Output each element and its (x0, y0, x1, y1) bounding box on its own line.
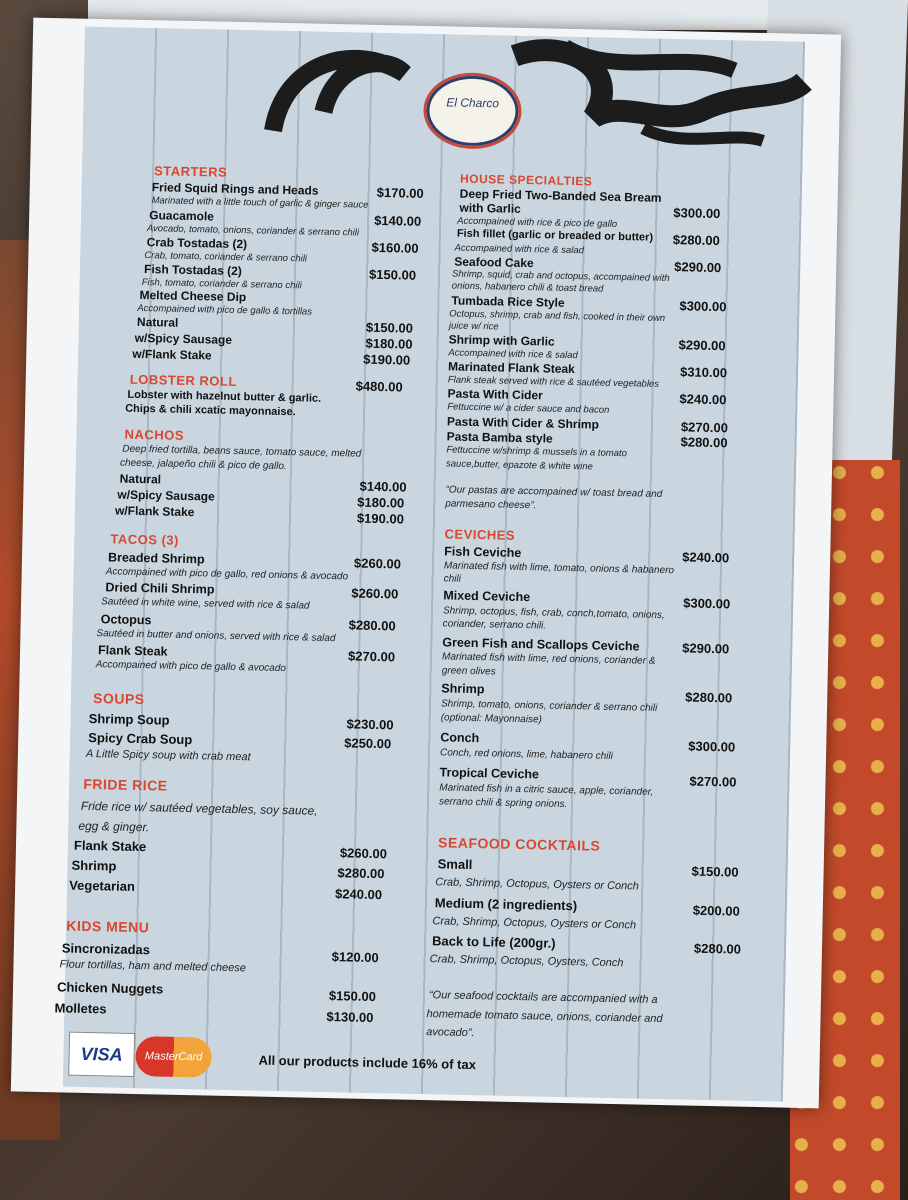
menu-item-description: cheese, jalapeño chili & pico de gallo. (119, 457, 287, 473)
menu-item-name: w/Flank Stake (114, 503, 195, 520)
menu-item-price: $280.00 (685, 689, 733, 706)
mastercard-logo: MasterCard (135, 1036, 212, 1078)
section-heading: NACHOS (124, 426, 185, 443)
menu-item-name: Molletes (54, 1000, 107, 1017)
menu-item-description: Fride rice w/ sautéed vegetables, soy sauce, (80, 798, 318, 818)
menu-item-name: Tropical Ceviche (439, 765, 540, 782)
menu-item-name: Natural (136, 314, 179, 330)
menu-item-description: Accompained with pico de gallo & avocado (95, 659, 286, 675)
menu-item-description: “Our seafood cocktails are accompanied with a (428, 989, 658, 1006)
menu-item-description: Conch, red onions, lime, habanero chili (439, 747, 613, 762)
section-heading: SOUPS (92, 690, 145, 708)
menu-item-price: $280.00 (672, 232, 720, 249)
menu-item-name: Crab Tostadas (2) (146, 235, 248, 252)
menu-item-price: $240.00 (679, 391, 727, 408)
menu-item-name: Medium (2 ingredients) (434, 895, 578, 914)
menu-item-description: sauce,butter, epazote & white wine (445, 458, 593, 473)
menu-item-name: Seafood Cake (454, 254, 534, 271)
menu-item-description: onions, habanero chili & toast bread (451, 280, 604, 295)
menu-item-description: Crab, Shrimp, Octopus, Oysters, Conch (429, 953, 624, 970)
section-heading: TACOS (3) (110, 531, 180, 548)
menu-item-name: Flank Stake (73, 837, 147, 855)
menu-item-name: Mixed Ceviche (443, 588, 531, 605)
menu-item-name: w/Flank Stake (132, 346, 212, 363)
menu-item-price: $270.00 (689, 773, 737, 790)
menu-sheet (11, 18, 841, 1109)
menu-item-name: Tumbada Rice Style (451, 293, 565, 310)
menu-item-price: $270.00 (680, 419, 729, 436)
menu-item-price: $230.00 (346, 716, 394, 733)
menu-item-description: Crab, Shrimp, Octopus, Oysters or Conch (432, 915, 637, 932)
menu-item-name: Conch (440, 730, 480, 746)
menu-item-name: Spicy Crab Soup (88, 729, 193, 748)
section-heading: SEAFOOD COCKTAILS (437, 834, 601, 854)
menu-item-price: $300.00 (688, 738, 736, 755)
menu-item-description: Shrimp, tomato, onions, coriander & serrano chili (440, 698, 658, 714)
restaurant-logo: El Charco (423, 72, 523, 150)
menu-item-name: Chicken Nuggets (56, 979, 164, 997)
menu-item-description: Flour tortillas, ham and melted cheese (59, 958, 247, 975)
menu-item-price: $190.00 (363, 351, 411, 368)
menu-item-price: $150.00 (365, 319, 414, 336)
menu-item-description: Accompained with rice & salad (448, 347, 578, 362)
menu-item-price: $280.00 (337, 865, 385, 882)
menu-item-name: Sincronizadas (61, 940, 151, 958)
menu-item-price: $180.00 (365, 335, 413, 352)
menu-item-price: $150.00 (368, 266, 417, 283)
menu-item-description: avocado”. (426, 1026, 475, 1040)
menu-item-description: Shrimp, squid, crab and octopus, accompained with (451, 268, 670, 285)
menu-item-price: $130.00 (326, 1009, 374, 1025)
menu-item-name: w/Spicy Sausage (134, 330, 233, 347)
menu-item-name: with Garlic (459, 200, 521, 216)
menu-item-price: $150.00 (328, 988, 377, 1005)
menu-item-description: Shrimp, octopus, fish, crab, conch,tomato, onions, (442, 605, 665, 622)
menu-item-price: $140.00 (359, 478, 407, 495)
menu-item-name: Pasta Bamba style (446, 429, 553, 446)
menu-item-description: Accompained with pico de gallo, red onions & avocado (105, 566, 349, 583)
menu-item-name: Pasta With Cider & Shrimp (446, 414, 600, 432)
menu-item-description: Marinated fish with lime, red onions, coriander & (441, 651, 656, 667)
menu-item-price: $290.00 (674, 259, 722, 276)
menu-item-description: coriander, serrano chili. (442, 618, 547, 632)
menu-item-name: Fish Tostadas (2) (143, 262, 243, 279)
menu-item-description: serrano chili & spring onions. (438, 796, 568, 811)
menu-item-description: parmesano cheese”. (445, 498, 537, 512)
section-heading: FRIDE RICE (83, 775, 168, 794)
menu-board (54, 27, 805, 1102)
menu-item-price: $180.00 (357, 494, 405, 511)
menu-item-name: Dried Chili Shrimp (105, 580, 215, 597)
menu-item-price: $300.00 (679, 298, 727, 315)
menu-item-name: Flank Steak (97, 643, 168, 659)
menu-item-description: Flank steak served with rice & sautéed vegetables (447, 374, 660, 390)
menu-item-description: Fettuccine w/ a cider sauce and bacon (447, 401, 610, 416)
menu-item-description: chili (443, 573, 462, 585)
menu-item-name: Shrimp (71, 857, 117, 874)
section-heading: STARTERS (153, 163, 228, 180)
menu-item-description: Octopus, shrimp, crab and fish, cooked in their own (449, 308, 666, 324)
menu-item-price: $260.00 (339, 845, 388, 862)
menu-item-price: $150.00 (691, 863, 739, 880)
menu-item-name: Fish fillet (garlic or breaded or butter) (456, 227, 654, 244)
menu-item-name: Marinated Flank Steak (447, 359, 575, 377)
section-heading: LOBSTER ROLL (129, 371, 238, 389)
menu-item-price: $260.00 (353, 555, 402, 572)
visa-logo: VISA (68, 1032, 135, 1077)
menu-item-price: $310.00 (679, 364, 728, 381)
menu-item-description: Fettuccine w/shrimp & mussels in a tomato (446, 444, 628, 460)
menu-item-description: Accompained with pico de gallo & tortillas (137, 302, 313, 318)
menu-item-description: (optional: Mayonnaise) (440, 712, 543, 726)
menu-item-description: green olives (441, 665, 496, 678)
menu-item-description: Sautéed in butter and onions, served with rice & salad (96, 628, 336, 645)
menu-item-name: Deep Fried Two-Banded Sea Bream (459, 186, 662, 205)
menu-item-name: Shrimp Soup (88, 710, 170, 728)
menu-item-name: Chips & chili xcatic mayonnaise. (125, 402, 296, 419)
menu-item-price: $240.00 (682, 549, 730, 566)
menu-item-name: Back to Life (200gr.) (431, 933, 556, 951)
menu-item-description: juice w/ rice (448, 320, 499, 333)
menu-item-name: Octopus (100, 612, 152, 628)
menu-item-name: Natural (119, 471, 162, 487)
section-heading: CEVICHES (444, 526, 516, 543)
menu-item-name: Lobster with hazelnut butter & garlic. (127, 388, 322, 405)
menu-item-description: Accompained with rice & pico de gallo (457, 215, 618, 230)
menu-item-price: $300.00 (673, 205, 721, 222)
menu-item-price: $280.00 (348, 617, 396, 634)
menu-item-price: $480.00 (355, 378, 403, 395)
menu-item-description: Avocado, tomato, onions, coriander & serrano chili (146, 223, 360, 239)
menu-item-price: $280.00 (693, 940, 742, 957)
menu-item-description: A Little Spicy soup with crab meat (85, 747, 251, 764)
menu-item-description: Fish, tomato, coriander & serrano chili (141, 276, 302, 292)
menu-item-price: $280.00 (680, 434, 728, 451)
menu-item-description: Marinated fish in a citric sauce, apple, coriander, (439, 782, 654, 798)
menu-item-price: $250.00 (344, 735, 392, 752)
menu-item-price: $190.00 (356, 510, 405, 527)
menu-item-description: Accompained with rice & salad (454, 242, 585, 257)
menu-item-price: $240.00 (334, 886, 383, 903)
menu-item-name: Guacamole (149, 208, 215, 224)
menu-item-description: homemade tomato sauce, onions, coriander and (426, 1008, 663, 1026)
menu-item-description: Sautéed in white wine, served with rice & salad (101, 596, 310, 612)
menu-item-name: w/Spicy Sausage (117, 487, 215, 504)
tax-note: All our products include 16% of tax (258, 1052, 477, 1073)
menu-item-name: Shrimp (441, 681, 485, 697)
menu-item-description: egg & ginger. (78, 818, 150, 835)
menu-item-description: Crab, tomato, coriander & serrano chili (144, 250, 308, 265)
menu-item-description: Crab, Shrimp, Octopus, Oysters or Conch (435, 876, 639, 893)
menu-item-price: $140.00 (374, 212, 422, 229)
menu-item-name: Green Fish and Scallops Ceviche (442, 635, 640, 654)
menu-item-description: Marinated fish with lime, tomato, onions & habanero (443, 560, 675, 577)
menu-item-price: $160.00 (371, 239, 419, 256)
menu-item-price: $270.00 (347, 648, 396, 665)
menu-item-price: $120.00 (331, 949, 379, 966)
menu-item-name: Pasta With Cider (447, 386, 543, 403)
menu-item-name: Melted Cheese Dip (139, 287, 247, 305)
menu-item-description: Deep fried tortilla, beans sauce, tomato sauce, melted (122, 443, 362, 460)
section-heading: HOUSE SPECIALTIES (459, 171, 593, 189)
menu-item-price: $200.00 (692, 902, 740, 919)
menu-item-name: Small (437, 856, 473, 873)
octopus-illustration (263, 31, 805, 157)
menu-item-price: $260.00 (351, 585, 399, 602)
menu-item-price: $300.00 (683, 595, 731, 612)
menu-item-name: Fish Ceviche (444, 544, 522, 560)
menu-item-name: Vegetarian (69, 877, 136, 894)
menu-item-price: $290.00 (682, 640, 730, 657)
menu-item-description: Marinated with a little touch of garlic & ginger sauce (151, 195, 369, 211)
section-heading: KIDS MENU (66, 917, 150, 936)
menu-item-name: Fried Squid Rings and Heads (151, 180, 319, 198)
menu-item-price: $290.00 (678, 337, 726, 354)
menu-item-name: Shrimp with Garlic (448, 332, 555, 349)
menu-item-description: “Our pastas are accompained w/ toast bread and (445, 484, 663, 500)
menu-item-price: $170.00 (376, 184, 424, 201)
menu-item-name: Breaded Shrimp (107, 550, 205, 567)
